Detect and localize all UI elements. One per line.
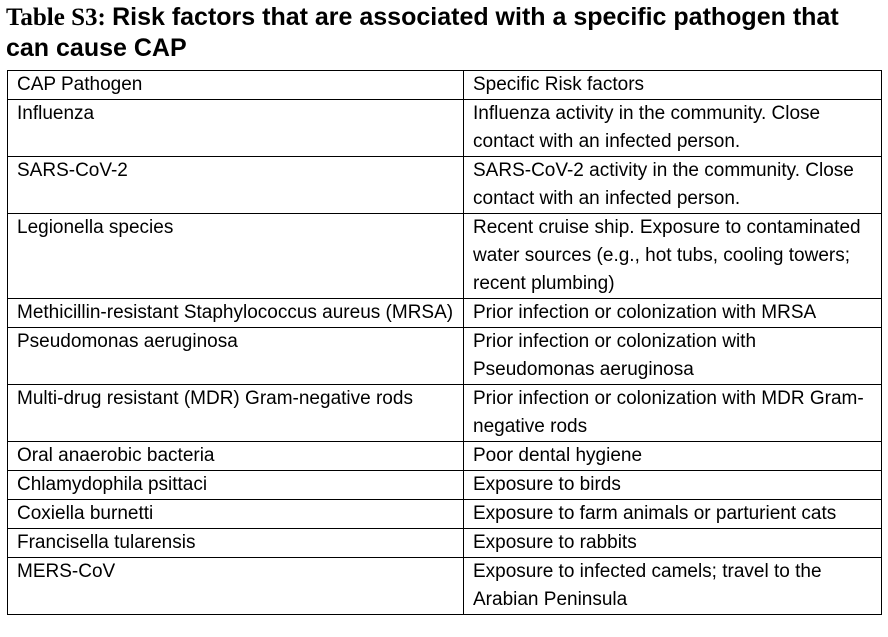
risk-factor-cell: Influenza activity in the community. Close contact with an infected person. [464,100,882,157]
risk-factor-cell: Prior infection or colonization with MDR Gram-negative rods [464,385,882,442]
pathogen-cell: MERS-CoV [8,558,464,615]
table-row [8,299,882,328]
table-row [8,100,882,157]
pathogen-cell: Oral anaerobic bacteria [8,442,464,471]
table-row [8,214,882,299]
table-row [8,328,882,385]
table-row [8,157,882,214]
risk-factor-cell: Exposure to rabbits [464,529,882,558]
header-cell-risk-factors: Specific Risk factors [464,71,882,100]
table-row [8,471,882,500]
header-cell-pathogen: CAP Pathogen [8,71,464,100]
risk-factor-cell: Prior infection or colonization with MRSA [464,299,882,328]
pathogen-cell: Methicillin-resistant Staphylococcus aureus (MRSA) [8,299,464,328]
risk-factor-cell: Recent cruise ship. Exposure to contaminated water sources (e.g., hot tubs, cooling towers; recent plumbing) [464,214,882,299]
risk-factor-cell: Exposure to infected camels; travel to the Arabian Peninsula [464,558,882,615]
risk-factor-cell: Prior infection or colonization with Pseudomonas aeruginosa [464,328,882,385]
header-row [8,71,882,100]
pathogen-cell: Multi-drug resistant (MDR) Gram-negative rods [8,385,464,442]
pathogen-cell: Francisella tularensis [8,529,464,558]
risk-factor-cell: Exposure to birds [464,471,882,500]
table-number: Table S3: [6,4,106,31]
pathogen-cell: Influenza [8,100,464,157]
pathogen-cell: Coxiella burnetti [8,500,464,529]
pathogen-cell: Pseudomonas aeruginosa [8,328,464,385]
pathogen-cell: Legionella species [8,214,464,299]
table-row [8,529,882,558]
table-row [8,500,882,529]
table-title [6,2,882,64]
table-caption: Risk factors that are associated with a specific pathogen that can cause CAP [6,3,839,62]
table-row [8,385,882,442]
risk-factor-cell: Poor dental hygiene [464,442,882,471]
table-row [8,558,882,615]
risk-factor-cell: SARS-CoV-2 activity in the community. Close contact with an infected person. [464,157,882,214]
pathogen-cell: SARS-CoV-2 [8,157,464,214]
table-row [8,442,882,471]
pathogen-cell: Chlamydophila psittaci [8,471,464,500]
risk-factor-cell: Exposure to farm animals or parturient cats [464,500,882,529]
risk-factors-table [7,70,882,615]
